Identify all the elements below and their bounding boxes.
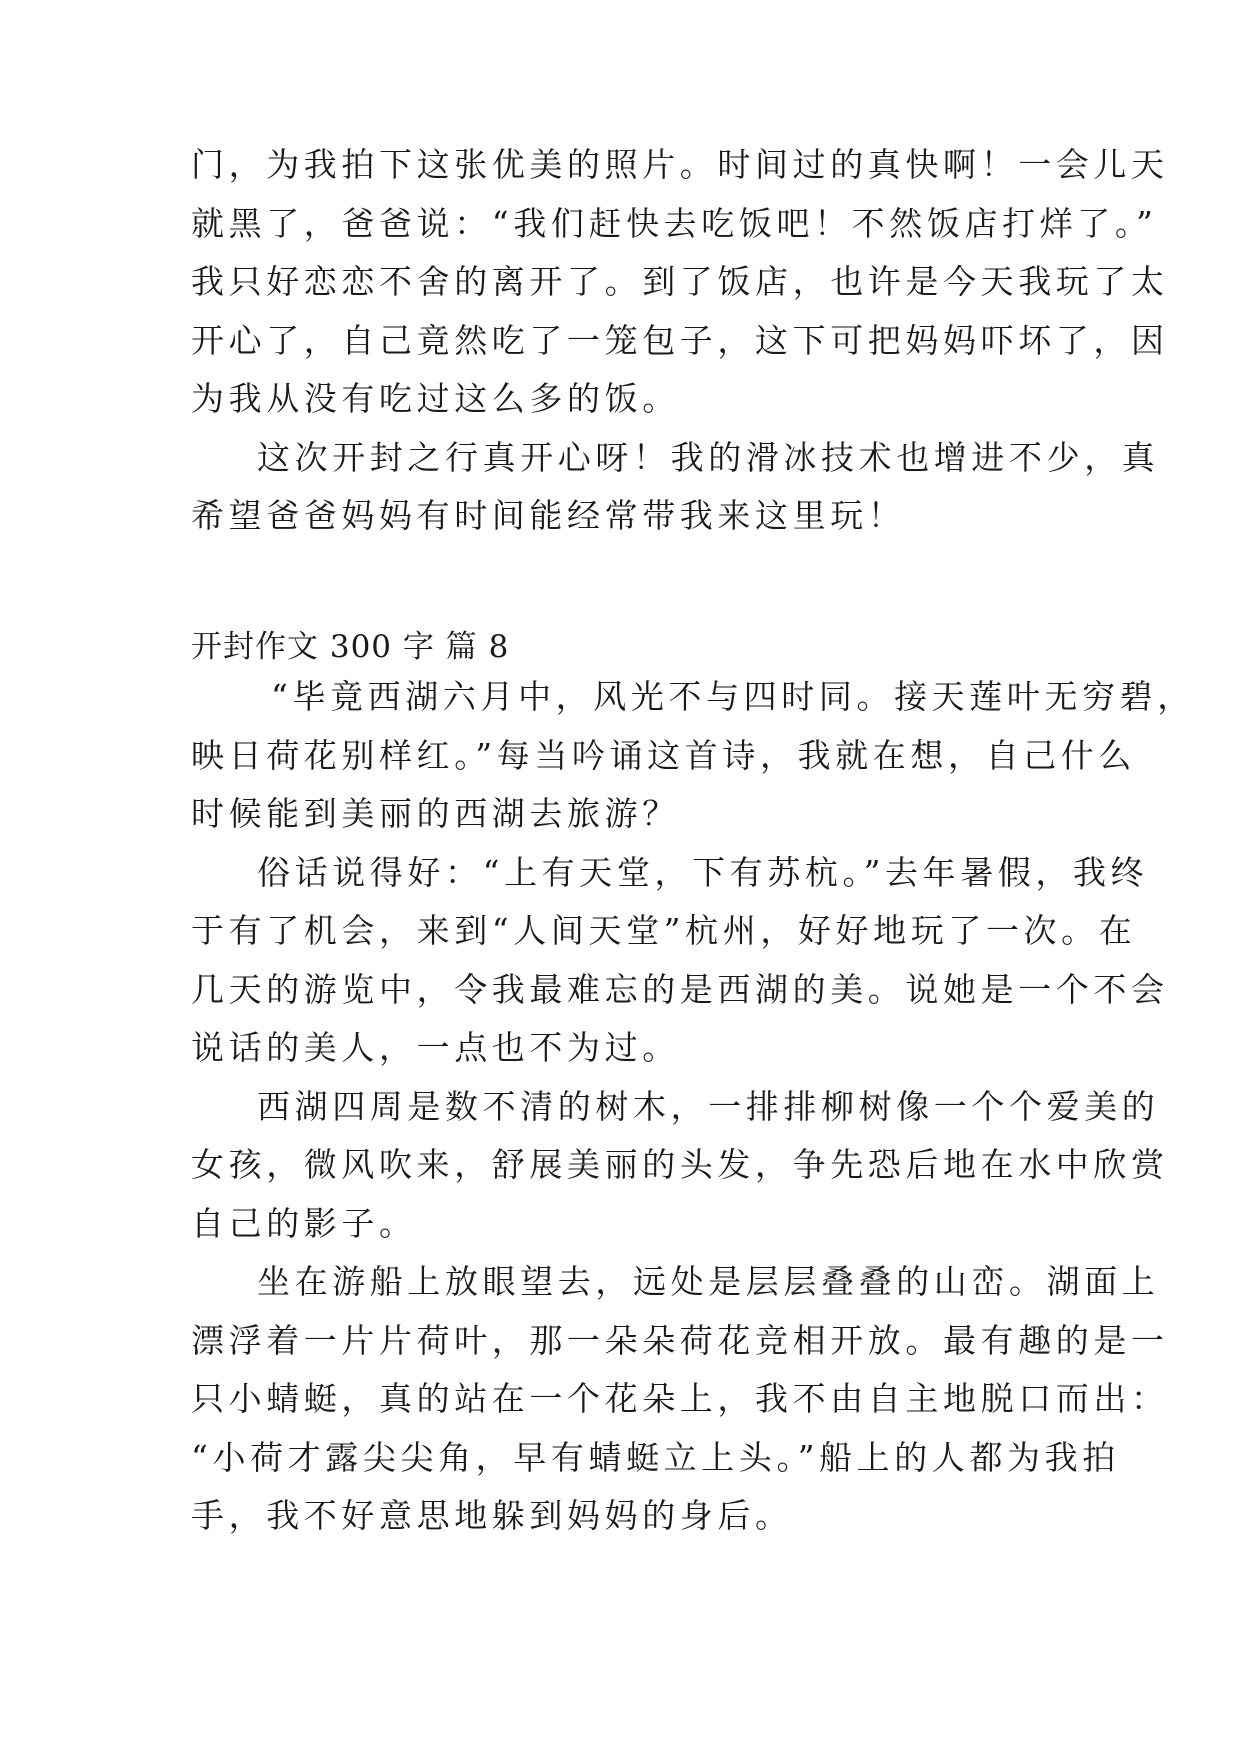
essay-section-1 <box>191 136 1169 546</box>
paragraph-line: 坐在游船上放眼望去，远处是层层叠叠的山峦。湖面上 <box>257 1262 1160 1301</box>
paragraph-line: 女孩，微风吹来，舒展美丽的头发，争先恐后地在水中欣赏 <box>191 1145 1169 1184</box>
paragraph-line: 几天的游览中，令我最难忘的是西湖的美。说她是一个不会 <box>191 969 1169 1009</box>
paragraph-line: 手，我不好意思地躲到妈妈的身后。 <box>191 1496 793 1535</box>
paragraph-line: 西湖四周是数不清的树木，一排排柳树像一个个爱美的 <box>257 1086 1160 1126</box>
section-heading: 开封作文 300 字 篇 8 <box>191 629 510 665</box>
paragraph-line: 开心了，自己竟然吃了一笼包子，这下可把妈妈吓坏了，因 <box>191 320 1169 360</box>
paragraph-line: 这次开封之行真开心呀！我的滑冰技术也增进不少，真 <box>257 437 1160 477</box>
paragraph-line: “毕竟西湖六月中，风光不与四时同。接天莲叶无穷碧， <box>271 677 1195 716</box>
paragraph-line: “小荷才露尖尖角，早有蜻蜓立上头。”船上的人都为我拍 <box>191 1437 1120 1477</box>
essay-section-2 <box>191 668 1195 1546</box>
paragraph-line: 为我从没有吃过这么多的饭。 <box>191 379 680 418</box>
paragraph-line: 于有了机会，来到“人间天堂”杭州，好好地玩了一次。在 <box>191 911 1137 950</box>
paragraph-line: 我只好恋恋不舍的离开了。到了饭店，也许是今天我玩了太 <box>191 262 1169 301</box>
paragraph-line: 说话的美人，一点也不为过。 <box>191 1028 680 1067</box>
paragraph-line: 时候能到美丽的西湖去旅游？ <box>191 794 680 833</box>
paragraph-line: 映日荷花别样红。”每当吟诵这首诗，我就在想，自己什么 <box>191 735 1136 775</box>
paragraph-line: 漂浮着一片片荷叶，那一朵朵荷花竞相开放。最有趣的是一 <box>191 1320 1169 1360</box>
paragraph-line: 俗话说得好：“上有天堂，下有苏杭。”去年暑假，我终 <box>257 852 1149 892</box>
paragraph-line: 只小蜻蜓，真的站在一个花朵上，我不由自主地脱口而出： <box>191 1379 1169 1418</box>
paragraph-line: 就黑了，爸爸说：“我们赶快去吃饭吧！不然饭店打烊了。” <box>191 203 1158 243</box>
paragraph-line: 自己的影子。 <box>191 1203 417 1243</box>
paragraph-line: 希望爸爸妈妈有时间能经常带我来这里玩！ <box>191 496 906 535</box>
paragraph-line: 门，为我拍下这张优美的照片。时间过的真快啊！一会儿天 <box>191 145 1169 184</box>
